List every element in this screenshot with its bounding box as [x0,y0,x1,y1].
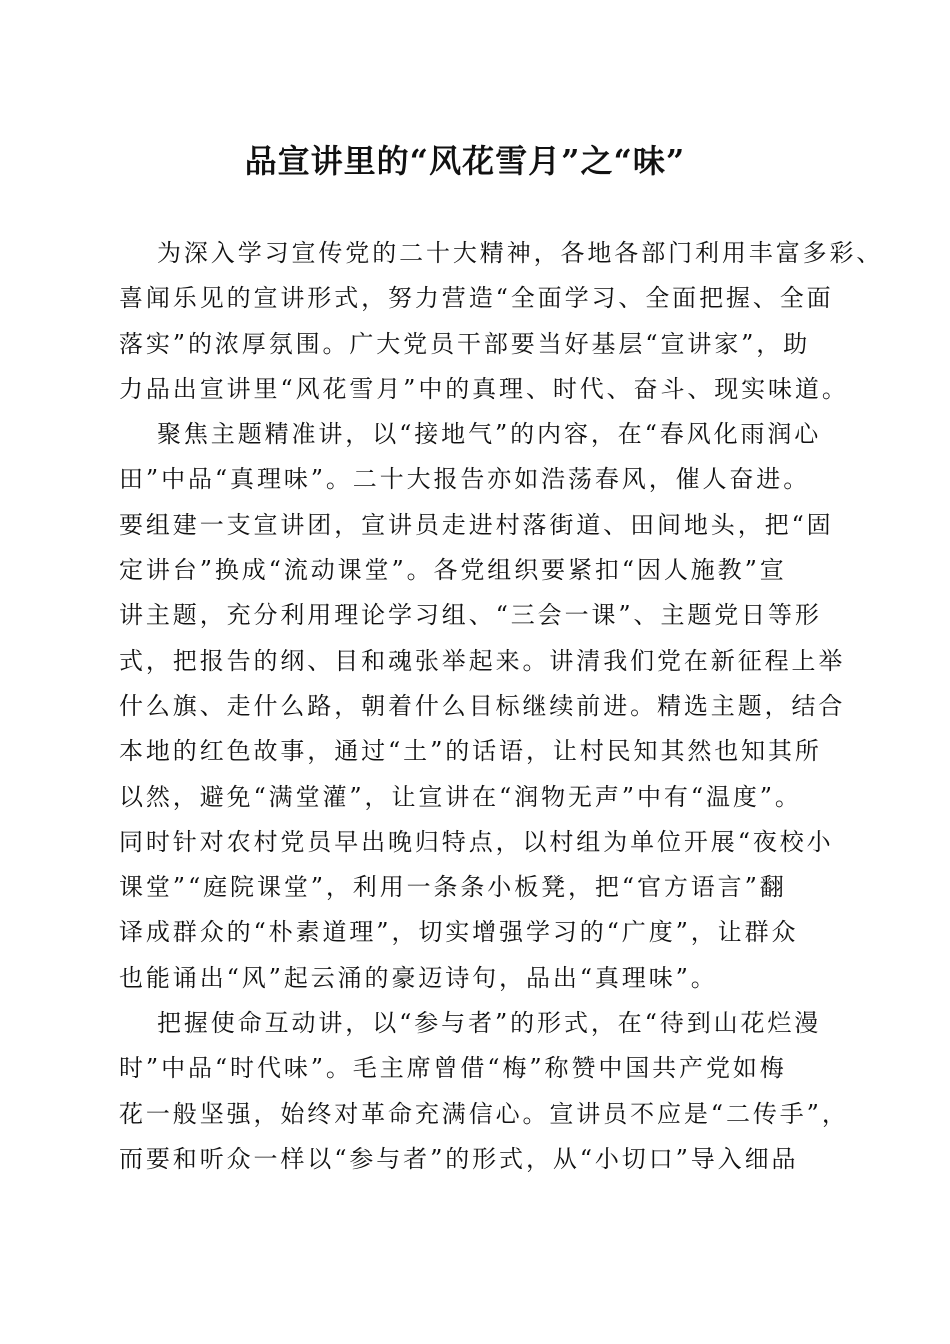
paragraph-1 [119,231,884,412]
text-line: 把握使命互动讲，以“参与者”的形式，在“待到山花烂漫 [157,1009,822,1038]
text-line: 译成群众的“朴素道理”，切实增强学习的“广度”，让群众 [119,918,799,947]
text-line: 时”中品“时代味”。毛主席曾借“梅”称赞中国共产党如梅 [119,1054,787,1083]
text-line: 式，把报告的纲、目和魂张举起来。讲清我们党在新征程上举 [119,646,846,675]
text-line: 落实”的浓厚氛围。广大党员干部要当好基层“宣讲家”，助 [119,329,811,358]
text-line: 以然，避免“满堂灌”，让宣讲在“润物无声”中有“温度”。 [119,782,802,811]
text-line: 课堂”“庭院课堂”，利用一条条小板凳，把“官方语言”翻 [119,873,787,902]
document-title: 品宣讲里的“风花雪月”之“味” [244,142,686,180]
text-line: 什么旗、走什么路，朝着什么目标继续前进。精选主题，结合 [119,691,846,720]
document-body [119,231,884,1182]
text-line: 讲主题，充分利用理论学习组、“三会一课”、主题党日等形 [119,601,822,630]
text-line: 而要和听众一样以“参与者”的形式，从“小切口”导入细品 [119,1144,799,1173]
text-line: 定讲台”换成“流动课堂”。各党组织要紧扣“因人施教”宣 [119,556,787,585]
text-line: 花一般坚强，始终对革命充满信心。宣讲员不应是“二传手”， [119,1099,849,1128]
text-line: 田”中品“真理味”。二十大报告亦如浩荡春风，催人奋进。 [119,465,811,494]
text-line: 力品出宣讲里“风花雪月”中的真理、时代、奋斗、现实味道。 [119,374,849,403]
text-line: 同时针对农村党员早出晚归特点，以村组为单位开展“夜校小 [119,827,834,856]
text-line: 要组建一支宣讲团，宣讲员走进村落街道、田间地头，把“固 [119,510,834,539]
text-line: 本地的红色故事，通过“土”的话语，让村民知其然也知其所 [119,737,822,766]
text-line: 也能诵出“风”起云涌的豪迈诗句，品出“真理味”。 [119,963,718,992]
text-line: 喜闻乐见的宣讲形式，努力营造“全面学习、全面把握、全面 [119,284,834,313]
text-line: 聚焦主题精准讲，以“接地气”的内容，在“春风化雨润心 [157,420,822,449]
text-line: 为深入学习宣传党的二十大精神，各地各部门利用丰富多彩、 [157,239,884,267]
paragraph-2 [119,412,846,1001]
paragraph-3 [119,1001,849,1182]
